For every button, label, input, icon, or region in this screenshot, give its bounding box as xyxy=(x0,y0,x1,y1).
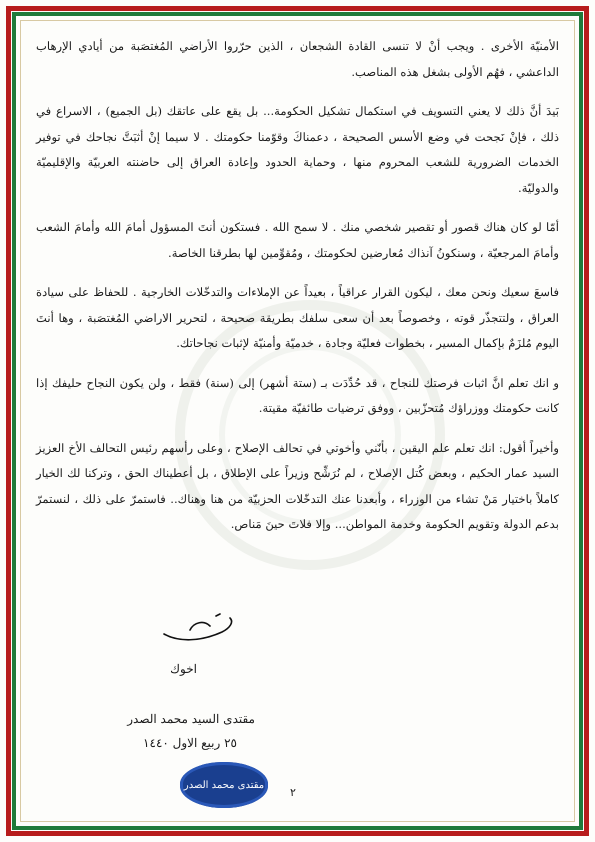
letter-body xyxy=(36,34,559,552)
paragraph-6: وأخيراً أقول: انك تعلم علم اليقين ، بأنّني وأخوتي في تحالف الإصلاح ، وعلى رأسهم رئيس التحالف الأخ العزيز السيد عمار الحكيم ، وبعض كُتل الإصلاح ، لم نُرَشِّح وزيراً على الإطلاق ، بل أعطيناك الحق ، وتركنا لك الخيار كاملاً باختيار مَنْ تشاء من الوزراء ، وأبعدنا عنك التدخّلات الحزبيّة من هنا وهناك.. فاستمرّ على ذلك ، لنستمرّ بدعم الدولة وتقويم الحكومة وخدمة المواطن... وإلا فلاتَ حينَ مَناص. xyxy=(36,440,559,531)
letter-date: ٢٥ ربيع الاول ١٤٤٠ xyxy=(143,736,237,750)
official-seal xyxy=(180,762,268,808)
paragraph-2: بَيدَ أنَّ ذلك لا يعني التسويف في استكمال تشكيل الحكومة... بل يقع على عاتقك (بل الجميع) ، الاسراع في ذلك ، فإنْ نَجحت في وضع الأسس الصحيحة ، دعمناكَ وقوّمنا حكومتك . لا سيما إنْ أثبَتَّ نجاحك في توفير الخدمات الضرورية للشعب المحروم منها ، وحماية الحدود وإعادة العراق إلى حاضنته العربيّة والإقليميّة والدوليّة. xyxy=(36,104,559,195)
paragraph-5: و انك تعلم انَّ اثبات فرصتك للنجاح ، قد حُدِّدَت بـ (ستة أشهر) إلى (سنة) فقط ، ولن يكون النجاح حليفك إذا كانت حكومتك ووزراؤك مُتحزّبين ، ووفق ترضيات طائفيّة مقيتة. xyxy=(36,375,559,415)
closing-line: اخوك xyxy=(170,662,197,676)
seal-text: مقتدى محمد الصدر xyxy=(183,779,265,791)
paragraph-3: أمّا لو كان هناك قصور أو تقصير شخصي منك . لا سمح الله . فستكون أنتَ المسؤول أمامَ الله وأمامَ الشعب وأمامَ المرجعيّة ، وسنكونُ آنذاك مُعارضين لحكومتك ، ومُقوِّمين لها بطرقنا الخاصة. xyxy=(36,220,559,260)
handwritten-signature xyxy=(160,612,240,646)
signatory-name: مقتدى السيد محمد الصدر xyxy=(127,712,255,726)
paragraph-4: فاسعَ سعيك ونحن معك ، ليكون القرار عراقياً ، بعيداً عن الإملاءات والتدخّلات الخارجية . للحفاظ على سيادة العراق ، ولتتجذّر قوته ، وخصوصاً بعد أن سعى سلفك بطريقة صحيحة ، لتحرير الاراضي المُغتصَبة ، وها أنتَ اليوم مُلزَمٌ بإكمال المسير ، بخطوات فعليّة وجادة ، خدميّة وأمنيّة لإثبات نجاحاتك. xyxy=(36,285,559,350)
paragraph-1: الأمنيّة الأخرى . ويجب أنْ لا تنسى القادة الشجعان ، الذين حرّروا الأراضي المُغتصَبة من أيادي الإرهاب الداعشي ، فهُم الأولى بشغل هذه المناصب. xyxy=(36,39,559,79)
page-number: ٢ xyxy=(290,786,296,799)
